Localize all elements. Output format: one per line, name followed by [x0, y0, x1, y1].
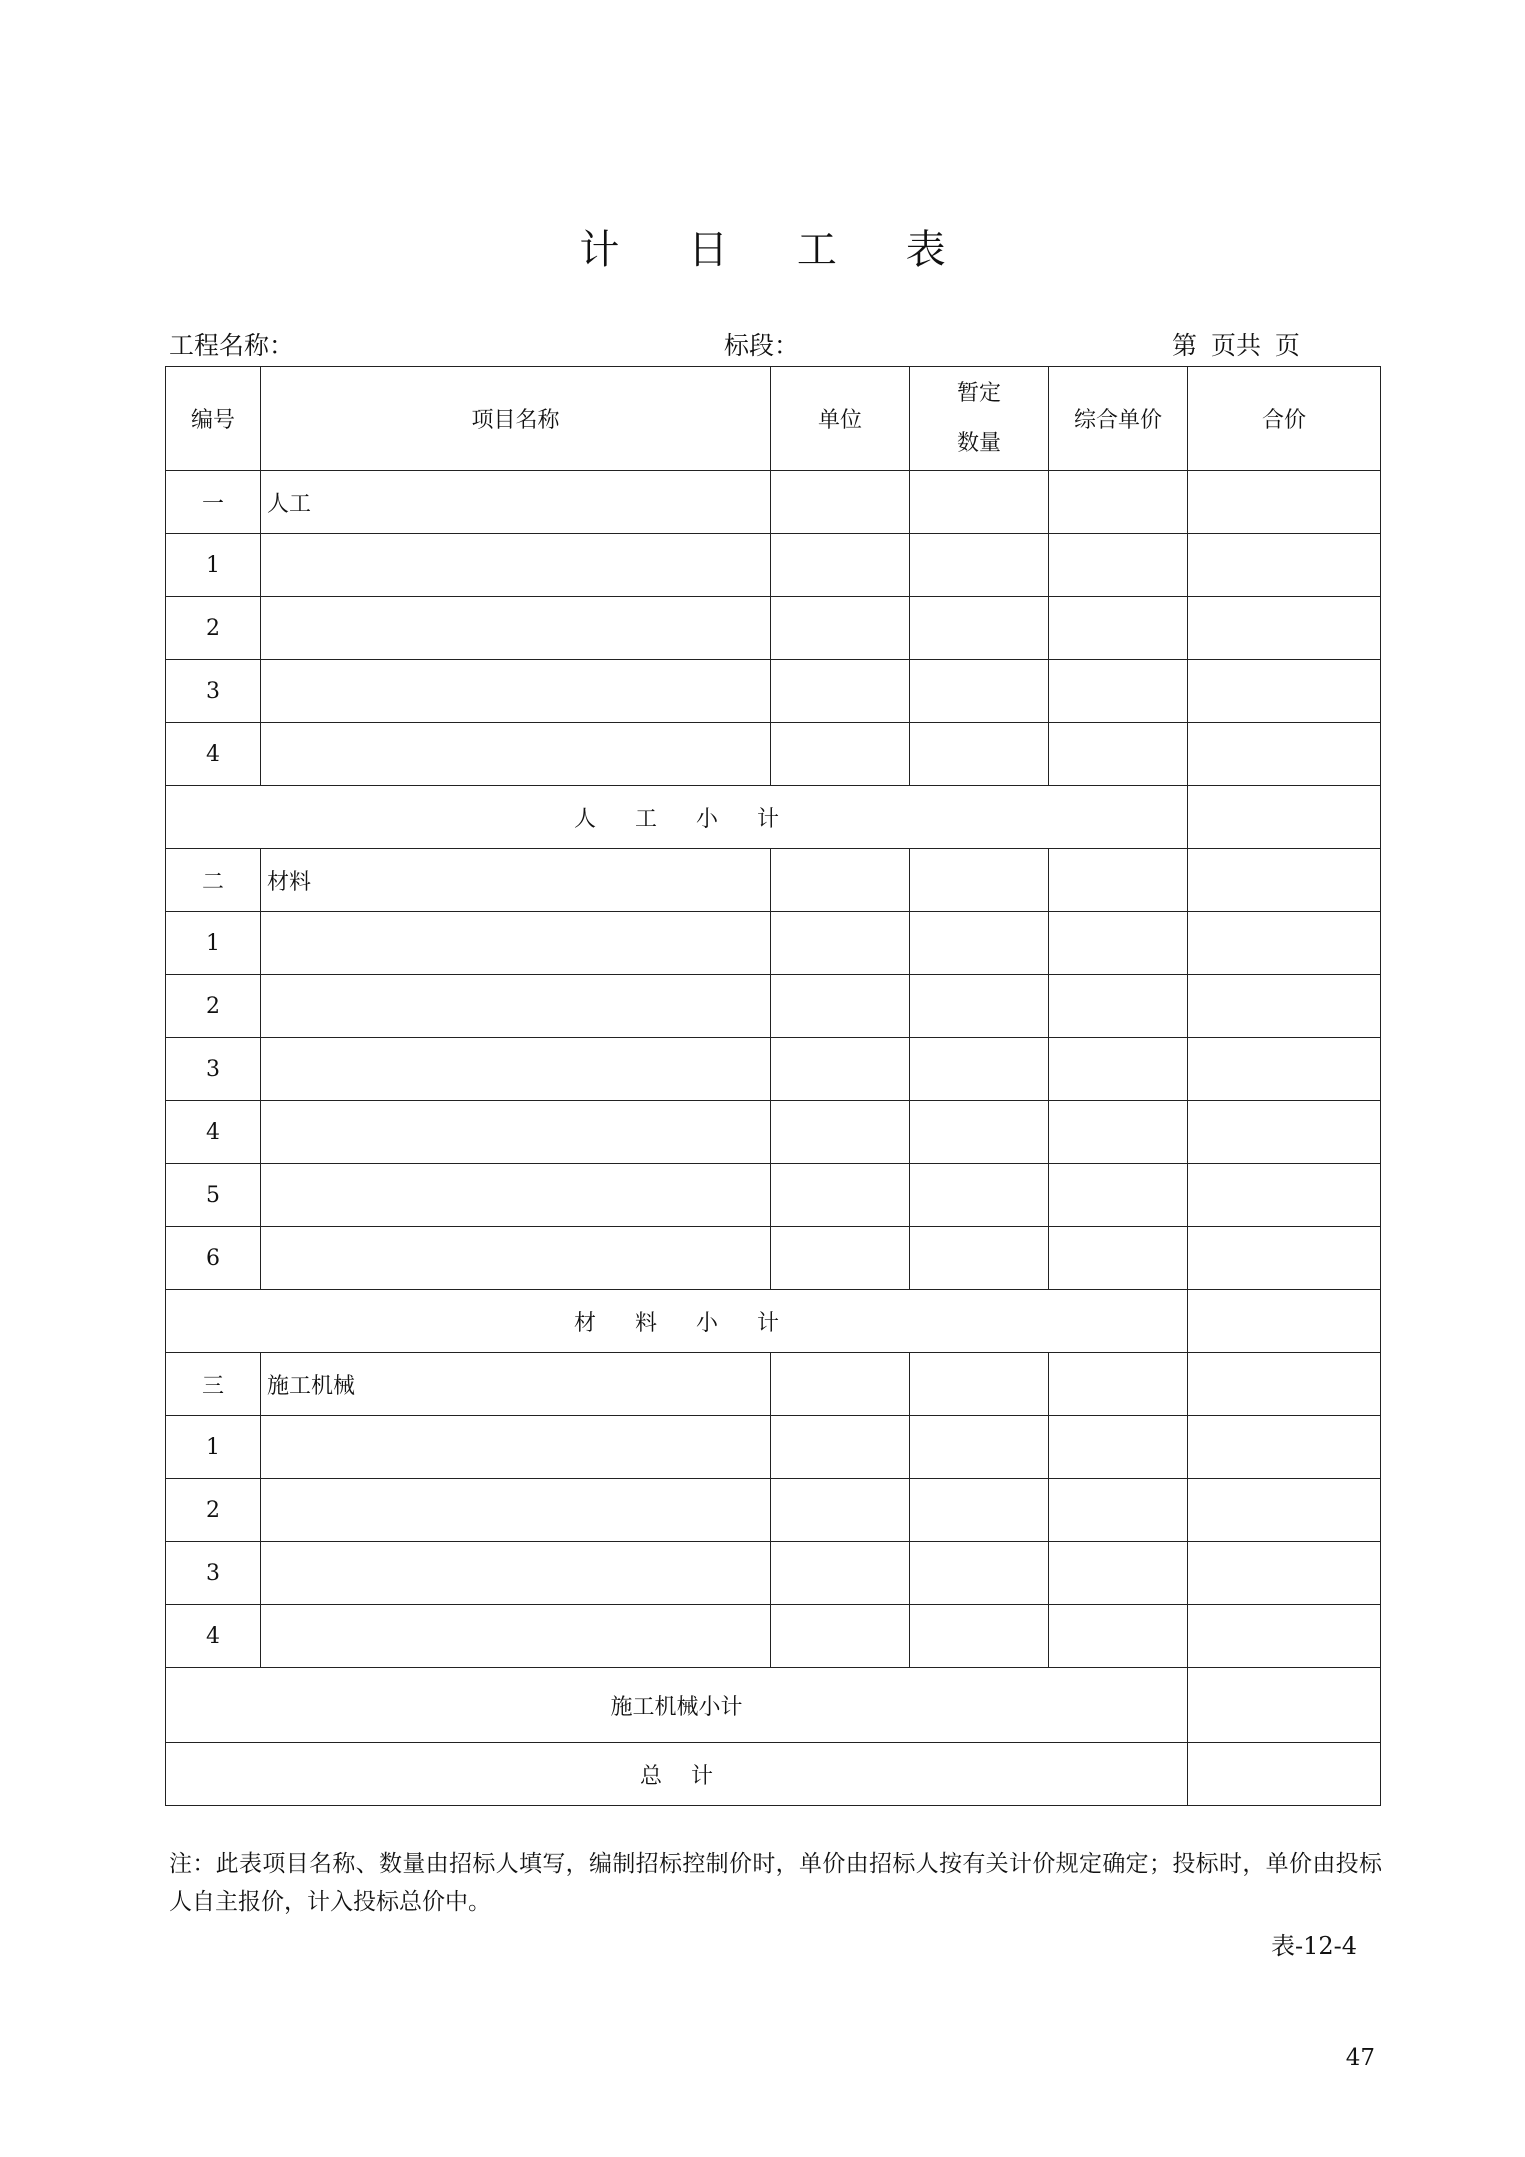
row-no: 4: [166, 1101, 261, 1164]
blank-cell: [910, 975, 1049, 1038]
blank-cell: [1188, 1038, 1381, 1101]
blank-cell: [910, 1353, 1049, 1416]
blank-cell: [910, 1416, 1049, 1479]
materials-section-no: 二: [166, 849, 261, 912]
blank-cell: [771, 1038, 910, 1101]
table-row: [166, 534, 1381, 597]
blank-cell: [1188, 1164, 1381, 1227]
row-no: 3: [166, 1038, 261, 1101]
labor-subtotal-row: [166, 786, 1381, 849]
header-item-name: 项目名称: [261, 367, 771, 471]
blank-cell: [1188, 912, 1381, 975]
blank-cell: [261, 1605, 771, 1668]
blank-cell: [1188, 1479, 1381, 1542]
blank-cell: [261, 1227, 771, 1290]
blank-cell: [771, 1416, 910, 1479]
blank-cell: [771, 1353, 910, 1416]
materials-subtotal-row: [166, 1290, 1381, 1353]
blank-cell: [1188, 849, 1381, 912]
blank-cell: [910, 471, 1049, 534]
blank-cell: [1049, 597, 1188, 660]
header-total: 合价: [1188, 367, 1381, 471]
blank-cell: [771, 597, 910, 660]
labor-section-no: 一: [166, 471, 261, 534]
blank-cell: [1049, 723, 1188, 786]
machinery-section-name: 施工机械: [261, 1353, 771, 1416]
materials-subtotal-label: 材 料 小 计: [166, 1290, 1188, 1353]
blank-cell: [1188, 1290, 1381, 1353]
blank-cell: [1049, 1038, 1188, 1101]
row-no: 2: [166, 975, 261, 1038]
row-no: 4: [166, 723, 261, 786]
row-no: 1: [166, 912, 261, 975]
blank-cell: [1049, 1353, 1188, 1416]
blank-cell: [771, 1227, 910, 1290]
blank-cell: [1049, 849, 1188, 912]
blank-cell: [1188, 1605, 1381, 1668]
section-label: 标段：: [724, 331, 800, 360]
blank-cell: [771, 1542, 910, 1605]
table-row: [166, 1605, 1381, 1668]
blank-cell: [910, 1542, 1049, 1605]
blank-cell: [1188, 1101, 1381, 1164]
blank-cell: [1188, 660, 1381, 723]
blank-cell: [1049, 1479, 1188, 1542]
blank-cell: [1049, 1605, 1188, 1668]
blank-cell: [1188, 786, 1381, 849]
machinery-subtotal-label: 施工机械小计: [166, 1668, 1188, 1743]
blank-cell: [261, 597, 771, 660]
blank-cell: [910, 1605, 1049, 1668]
table-row: [166, 1479, 1381, 1542]
blank-cell: [771, 849, 910, 912]
blank-cell: [261, 723, 771, 786]
materials-section-name: 材料: [261, 849, 771, 912]
blank-cell: [261, 1101, 771, 1164]
blank-cell: [910, 1164, 1049, 1227]
blank-cell: [771, 660, 910, 723]
blank-cell: [261, 534, 771, 597]
labor-section-row: [166, 471, 1381, 534]
blank-cell: [261, 912, 771, 975]
row-no: 6: [166, 1227, 261, 1290]
row-no: 2: [166, 597, 261, 660]
header-qty-line2: 数量: [956, 430, 1001, 456]
row-no: 1: [166, 534, 261, 597]
blank-cell: [771, 723, 910, 786]
blank-cell: [1049, 1101, 1188, 1164]
row-no: 1: [166, 1416, 261, 1479]
blank-cell: [910, 849, 1049, 912]
page-count-label: 第 页共 页: [1172, 331, 1300, 360]
table-row: [166, 597, 1381, 660]
blank-cell: [1188, 723, 1381, 786]
materials-section-row: [166, 849, 1381, 912]
row-no: 3: [166, 1542, 261, 1605]
blank-cell: [1049, 660, 1188, 723]
table-row: [166, 975, 1381, 1038]
row-no: 5: [166, 1164, 261, 1227]
machinery-subtotal-row: [166, 1668, 1381, 1743]
blank-cell: [1049, 1542, 1188, 1605]
grand-total-row: [166, 1743, 1381, 1806]
blank-cell: [910, 660, 1049, 723]
blank-cell: [1188, 1416, 1381, 1479]
project-name-label: 工程名称：: [169, 331, 295, 360]
blank-cell: [771, 1164, 910, 1227]
blank-cell: [261, 1542, 771, 1605]
row-no: 3: [166, 660, 261, 723]
machinery-section-no: 三: [166, 1353, 261, 1416]
header-unit-price: 综合单价: [1049, 367, 1188, 471]
blank-cell: [910, 1038, 1049, 1101]
blank-cell: [1188, 1353, 1381, 1416]
blank-cell: [910, 723, 1049, 786]
blank-cell: [1188, 975, 1381, 1038]
daywork-table: [165, 366, 1381, 1806]
blank-cell: [261, 660, 771, 723]
blank-cell: [1188, 1668, 1381, 1743]
blank-cell: [261, 1416, 771, 1479]
blank-cell: [261, 1479, 771, 1542]
blank-cell: [1049, 1416, 1188, 1479]
blank-cell: [1049, 1164, 1188, 1227]
blank-cell: [1188, 534, 1381, 597]
header-qty-line1: 暂定: [956, 380, 1001, 406]
table-row: [166, 723, 1381, 786]
row-no: 4: [166, 1605, 261, 1668]
table-row: [166, 1542, 1381, 1605]
blank-cell: [771, 534, 910, 597]
footnote: 注：此表项目名称、数量由招标人填写，编制招标控制价时，单价由招标人按有关计价规定确定；投标时，单价由投标人自主报价，计入投标总价中。: [169, 1851, 1382, 1915]
blank-cell: [910, 912, 1049, 975]
labor-subtotal-label: 人 工 小 计: [166, 786, 1188, 849]
table-row: [166, 1227, 1381, 1290]
blank-cell: [1188, 1542, 1381, 1605]
blank-cell: [1049, 912, 1188, 975]
blank-cell: [1188, 597, 1381, 660]
blank-cell: [1188, 1227, 1381, 1290]
blank-cell: [261, 1038, 771, 1101]
labor-section-name: 人工: [261, 471, 771, 534]
blank-cell: [771, 1479, 910, 1542]
blank-cell: [771, 471, 910, 534]
blank-cell: [1049, 471, 1188, 534]
header-unit: 单位: [771, 367, 910, 471]
blank-cell: [1049, 1227, 1188, 1290]
blank-cell: [910, 1227, 1049, 1290]
table-row: [166, 1038, 1381, 1101]
table-header-row: [166, 367, 1381, 471]
blank-cell: [1188, 471, 1381, 534]
blank-cell: [1049, 975, 1188, 1038]
table-row: [166, 1164, 1381, 1227]
blank-cell: [910, 1101, 1049, 1164]
table-row: [166, 660, 1381, 723]
blank-cell: [771, 1101, 910, 1164]
blank-cell: [261, 975, 771, 1038]
blank-cell: [771, 975, 910, 1038]
page-number: 47: [1345, 2045, 1375, 2071]
grand-total-label: 总 计: [166, 1743, 1188, 1806]
blank-cell: [910, 534, 1049, 597]
blank-cell: [910, 1479, 1049, 1542]
blank-cell: [261, 1164, 771, 1227]
page-title: 计 日 工 表: [579, 227, 974, 273]
blank-cell: [1049, 534, 1188, 597]
blank-cell: [910, 597, 1049, 660]
row-no: 2: [166, 1479, 261, 1542]
blank-cell: [1188, 1743, 1381, 1806]
machinery-section-row: [166, 1353, 1381, 1416]
table-number: 表-12-4: [1270, 1932, 1357, 1960]
header-no: 编号: [166, 367, 261, 471]
table-row: [166, 1101, 1381, 1164]
blank-cell: [771, 912, 910, 975]
header-provisional-qty: [910, 367, 1049, 471]
blank-cell: [771, 1605, 910, 1668]
table-row: [166, 1416, 1381, 1479]
table-row: [166, 912, 1381, 975]
